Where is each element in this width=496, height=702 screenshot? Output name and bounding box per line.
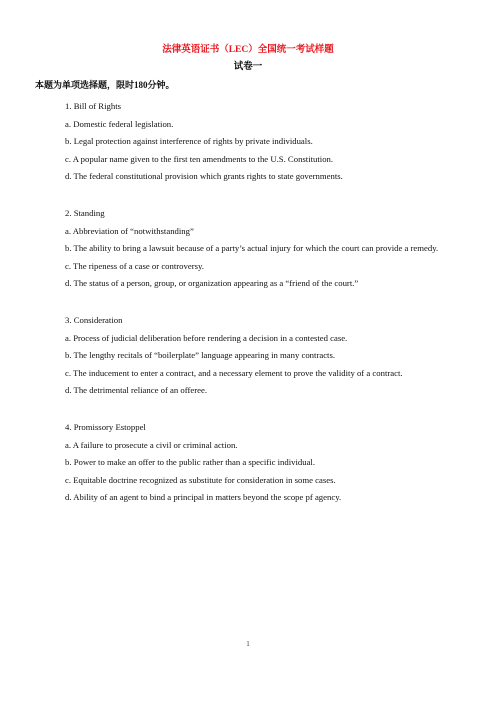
option-d: d. Ability of an agent to bind a principal in matters beyond the scope pf agency. <box>65 492 342 503</box>
option-d: d. The status of a person, group, or organization appearing as a “friend of the court.” <box>65 278 359 289</box>
question-term: 4. Promissory Estoppel <box>65 421 146 432</box>
option-c: c. Equitable doctrine recognized as substitute for consideration in some cases. <box>65 474 336 485</box>
instruction-text: 本题为单项选择题，限时180分钟。 <box>35 80 175 90</box>
option-a: a. Process of judicial deliberation before rendering a decision in a contested case. <box>65 332 348 343</box>
option-b: b. The ability to bring a lawsuit because of a party’s actual injury for which the court can provide a remedy. <box>65 243 439 254</box>
question-list <box>35 98 459 526</box>
option-c: c. The ripeness of a case or controversy. <box>65 260 204 271</box>
option-b: b. Legal protection against interference of rights by private individuals. <box>65 136 313 147</box>
option-a: a. Abbreviation of “notwithstanding” <box>65 225 194 236</box>
option-a: a. Domestic federal legislation. <box>65 118 174 129</box>
document-title: 法律英语证书（LEC）全国统一考试样题 <box>162 45 334 55</box>
option-a: a. A failure to prosecute a civil or criminal action. <box>65 439 238 450</box>
question-term: 2. Standing <box>65 207 105 218</box>
option-d: d. The detrimental reliance of an offeree. <box>65 385 207 396</box>
question-block <box>35 419 459 507</box>
page-number: 1 <box>246 640 250 648</box>
option-c: c. The inducement to enter a contract, and a necessary element to prove the validity of a contract. <box>65 367 403 378</box>
question-block <box>35 205 459 293</box>
question-term: 3. Consideration <box>65 314 123 325</box>
option-b: b. Power to make an offer to the public rather than a specific individual. <box>65 457 316 468</box>
document-subtitle: 试卷一 <box>233 62 263 72</box>
question-block <box>35 98 459 186</box>
option-c: c. A popular name given to the first ten amendments to the U.S. Constitution. <box>65 153 334 164</box>
option-b: b. The lengthy recitals of “boilerplate” language appearing in many contracts. <box>65 350 336 361</box>
question-block <box>35 312 459 400</box>
question-term: 1. Bill of Rights <box>65 101 121 111</box>
option-d: d. The federal constitutional provision which grants rights to state governments. <box>65 171 343 182</box>
